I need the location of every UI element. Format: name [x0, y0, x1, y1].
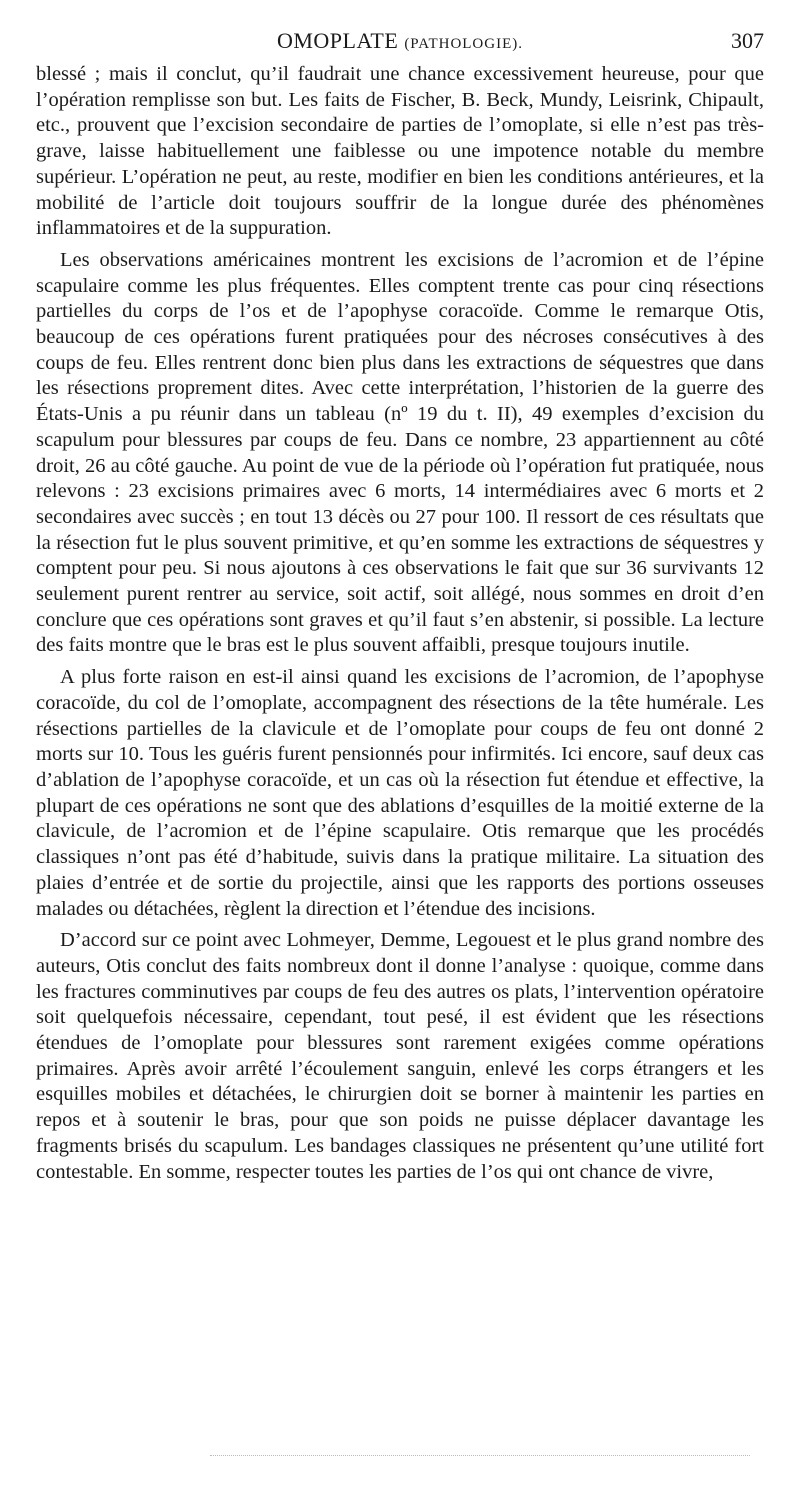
- paragraph-american-observations: Les observations américaines montrent les excisions de l’acromion et de l’épine scapulaire comme les plus fréquentes. Elles comptent trente cas pour cinq résections partielles du corps de l’os et de l’apophyse coracoïde. Comme le remarque Otis, beaucoup de ces opérations furent pratiquées pour des nécroses consécutives à des coups de feu. Elles rentrent donc bien plus dans les extractions de séquestres que dans les résections proprement dites. Avec cette interprétation, l’historien de la guerre des États-Unis a pu réunir dans un tableau (nº 19 du t. II), 49 exemples d’excision du scapulum pour blessures par coups de feu. Dans ce nombre, 23 appartiennent au côté droit, 26 au côté gauche. Au point de vue de la période où l’opération fut pratiquée, nous relevons : 23 excisions primaires avec 6 morts, 14 intermédiaires avec 6 morts et 2 secondaires avec succès ; en tout 13 décès ou 27 pour 100. Il ressort de ces résultats que la résection fut le plus souvent primitive, et qu’en somme les extractions de séquestres y comptent pour peu. Si nous ajoutons à ces observations le fait que sur 36 survivants 12 seulement purent rentrer au service, soit actif, soit allégé, nous sommes en droit d’en conclure que ces opérations sont graves et qu’il faut s’en abstenir, si possible. La lecture des faits montre que le bras est le plus souvent affaibli, presque toujours inutile.: [36, 248, 764, 657]
- paragraph-conclusion: D’accord sur ce point avec Lohmeyer, Demme, Legouest et le plus grand nombre des auteurs, Otis conclut des faits nombreux dont il donne l’analyse : quoique, comme dans les fractures comminutives par coups de feu des autres os plats, l’intervention opératoire soit quelquefois nécessaire, cependant, tout pesé, il est évident que les résections étendues de l’omoplate pour blessures sont rarement exigées comme opérations primaires. Après avoir arrêté l’écoulement sanguin, enlevé les corps étrangers et les esquilles mobiles et détachées, le chirurgien doit se borner à maintenir les parties en repos et à soutenir le bras, pour que son poids ne puisse déplacer davantage les fragments brisés du scapulum. Les bandages classiques ne présentent qu’une utilité fort contestable. En somme, respecter toutes les parties de l’os qui ont chance de vivre,: [36, 929, 764, 1183]
- paragraph-partial-resections: A plus forte raison en est-il ainsi quand les excisions de l’acromion, de l’apophyse coracoïde, du col de l’omoplate, accompagnent des résections de la tête humérale. Les résections partielles de la clavicule et de l’omoplate pour coups de feu ont donné 2 morts sur 10. Tous les guéris furent pensionnés pour infirmités. Ici encore, sauf deux cas d’ablation de l’apophyse coracoïde, et un cas où la résection fut étendue et effective, la plupart de ces opérations ne sont que des ablations d’esquilles de la moitié externe de la clavicule, de l’acromion et de l’épine scapulaire. Otis remarque que les procédés classiques n’ont pas été d’habitude, suivis dans la pratique militaire. La situation des plaies d’entrée et de sortie du projectile, ainsi que les rapports des portions osseuses malades ou détachées, règlent la direction et l’étendue des incisions.: [36, 666, 764, 920]
- running-title-main: OMOPLATE: [276, 28, 399, 53]
- paragraph-continued: blessé ; mais il conclut, qu’il faudrait une chance excessivement heureuse, pour que l’opération remplisse son but. Les faits de Fischer, B. Beck, Mundy, Leisrink, Chipault, etc., prouvent que l’excision secondaire de parties de l’omoplate, si elle n’est pas très-grave, laisse habituellement une faiblesse ou une impotence notable du membre supérieur. L’opération ne peut, au reste, modifier en bien les conditions antérieures, et la mobilité de l’article doit toujours souffrir de la longue durée des phénomènes inflammatoires et de la suppuration.: [36, 63, 764, 240]
- page-number: 307: [731, 28, 764, 53]
- running-title: [36, 28, 764, 54]
- bottom-rule: [210, 1455, 750, 1456]
- running-title-section: (PATHOLOGIE).: [404, 36, 524, 52]
- book-page: [36, 28, 764, 1185]
- running-head: [36, 28, 764, 62]
